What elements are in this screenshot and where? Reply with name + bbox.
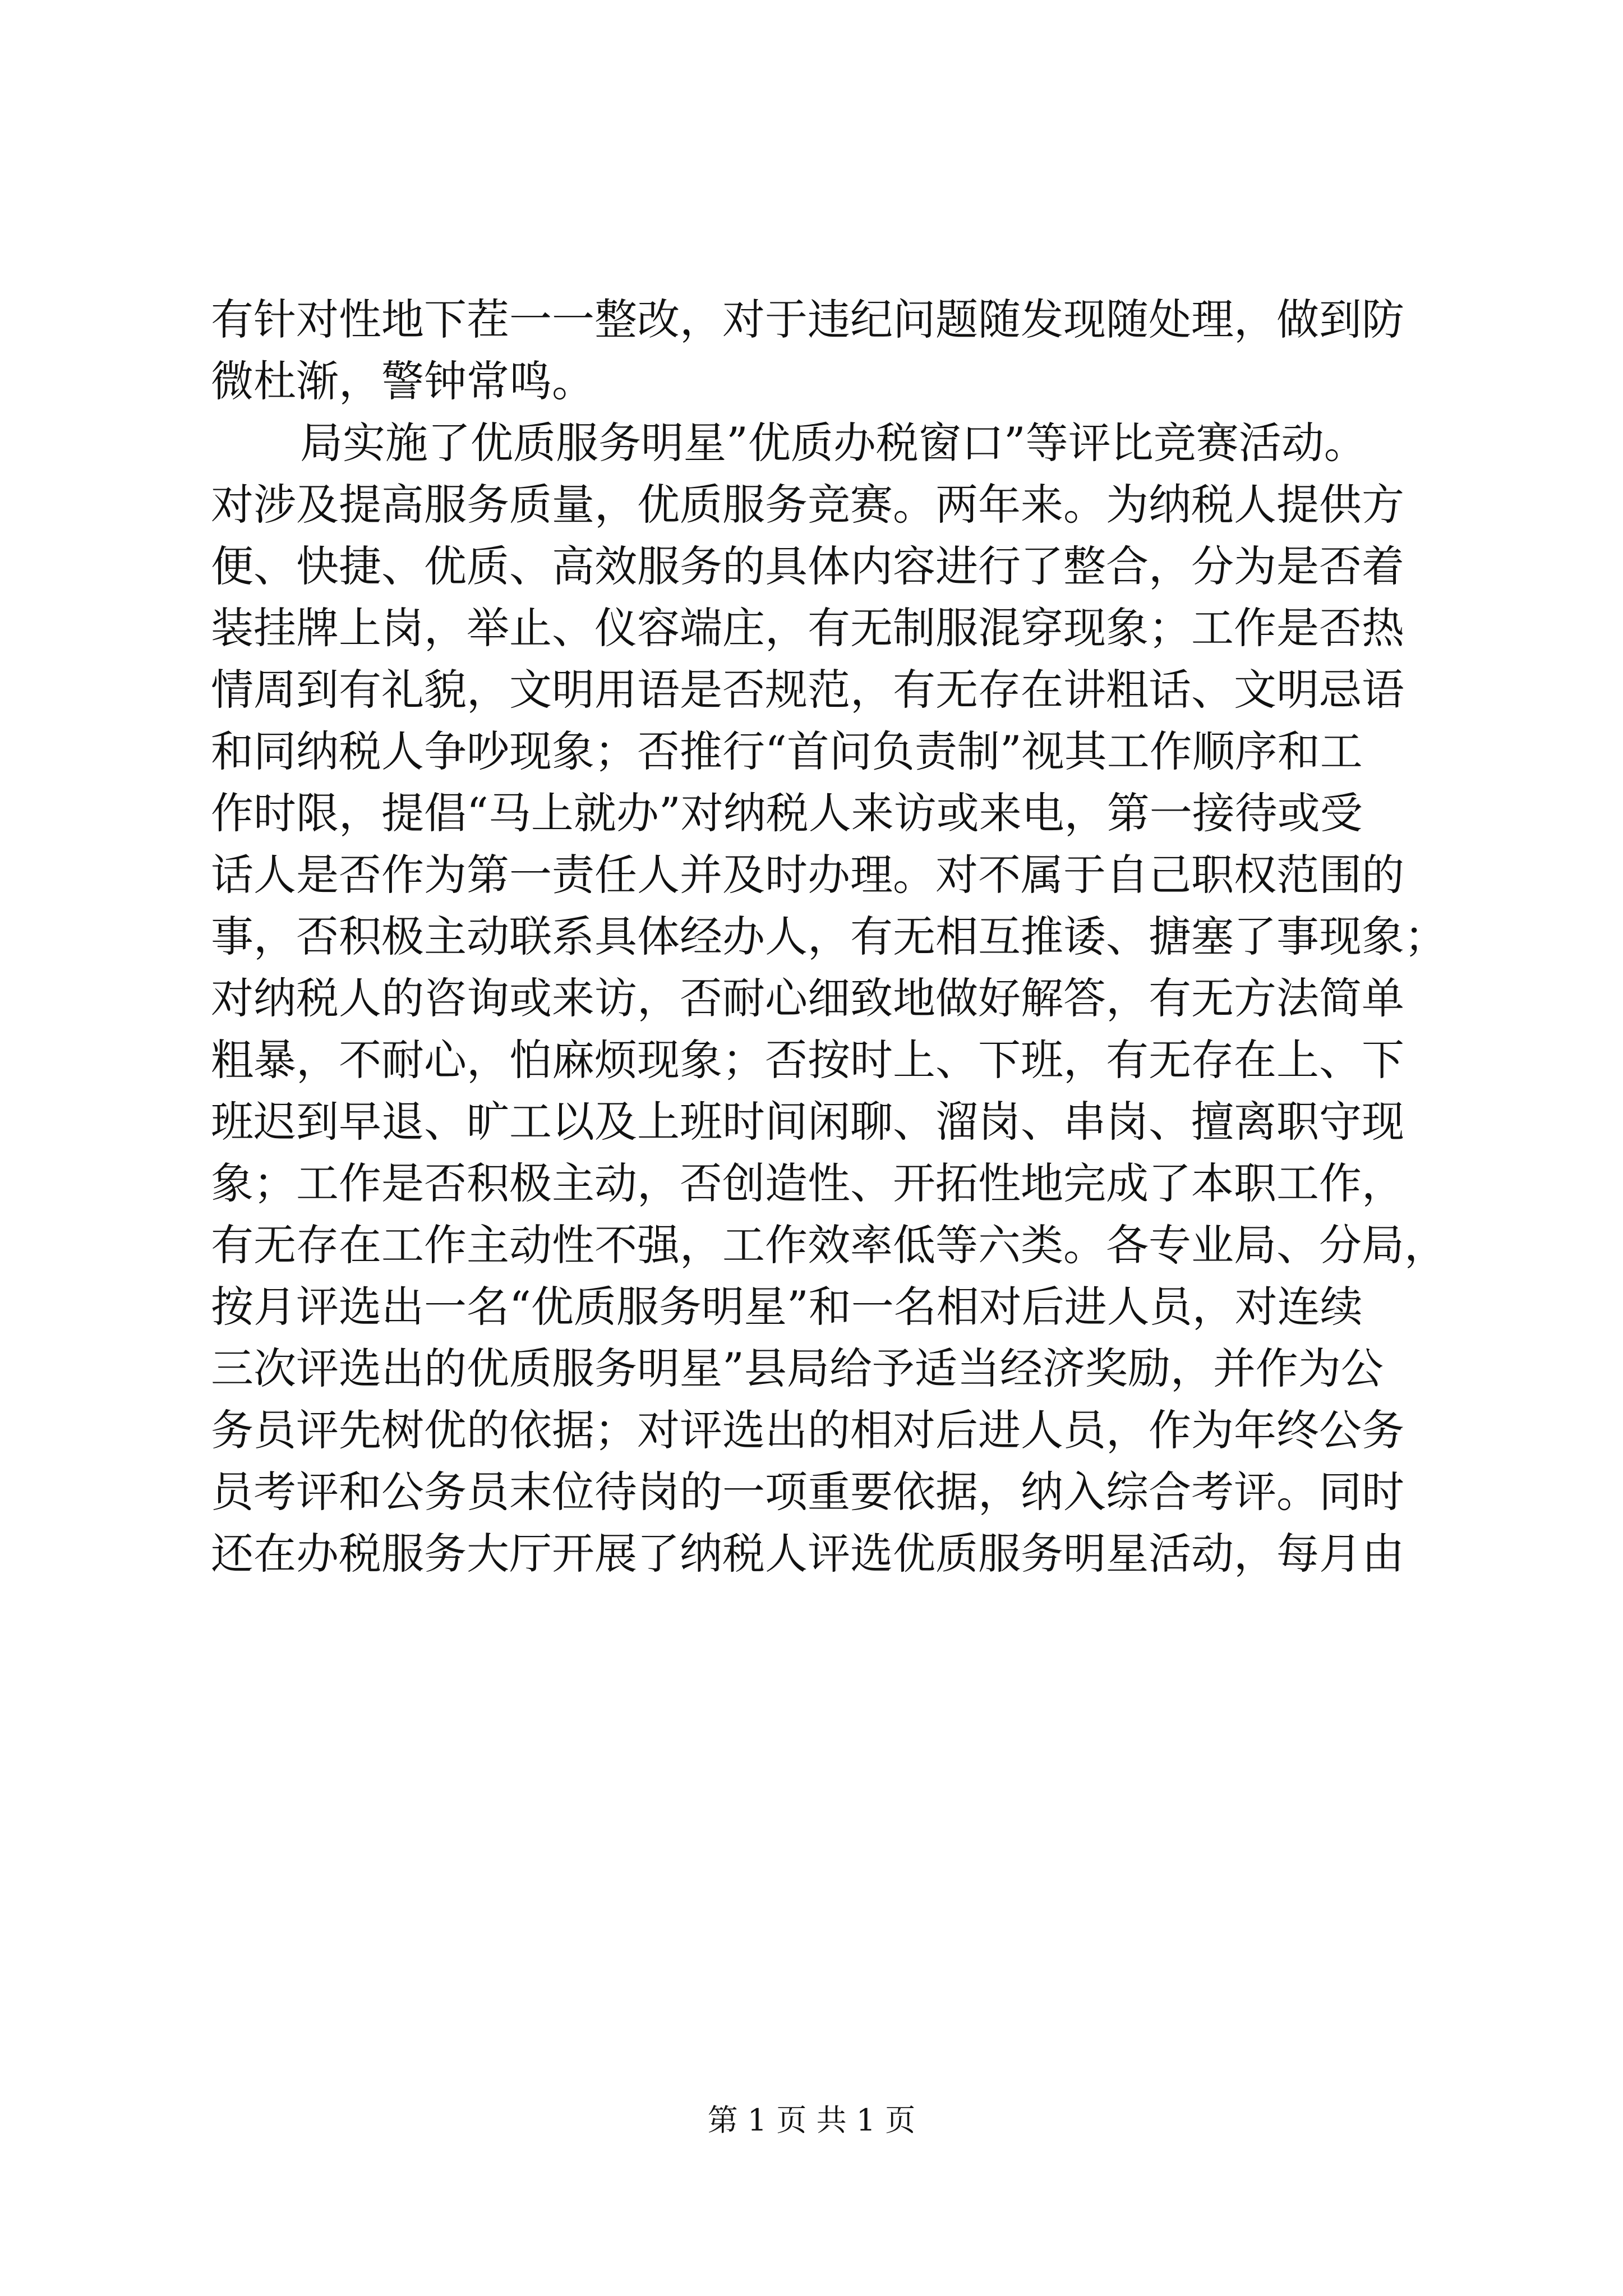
paragraph-line: 局实施了优质服务明星”优质办税窗口”等评比竞赛活动。 <box>300 418 1367 468</box>
paragraph-line: 务员评先树优的依据；对评选出的相对后进人员，作为年终公务 <box>211 1405 1404 1455</box>
paragraph-line: 班迟到早退、旷工以及上班时间闲聊、溜岗、串岗、擅离职守现 <box>211 1097 1404 1147</box>
paragraph-line: 对纳税人的咨询或来访，否耐心细致地做好解答，有无方法简单 <box>211 973 1404 1023</box>
paragraph-line: 话人是否作为第一责任人并及时办理。对不属于自己职权范围的 <box>211 850 1404 900</box>
paragraph-line: 三次评选出的优质服务明星”县局给予适当经济奖励，并作为公 <box>211 1343 1384 1393</box>
paragraph-line: 便、快捷、优质、高效服务的具体内容进行了整合，分为是否着 <box>211 541 1404 591</box>
paragraph-line: 装挂牌上岗，举止、仪容端庄，有无制服混穿现象；工作是否热 <box>211 603 1404 653</box>
paragraph-line: 员考评和公务员末位待岗的一项重要依据，纳入综合考评。同时 <box>211 1467 1404 1517</box>
paragraph-line: 还在办税服务大厅开展了纳税人评选优质服务明星活动，每月由 <box>211 1529 1404 1579</box>
paragraph-line: 象；工作是否积极主动，否创造性、开拓性地完成了本职工作， <box>211 1158 1404 1208</box>
paragraph-line: 微杜渐，警钟常鸣。 <box>211 356 594 406</box>
paragraph-line: 事，否积极主动联系具体经办人，有无相互推诿、搪塞了事现象； <box>211 912 1447 961</box>
paragraph-line: 有针对性地下茬一一整改，对于违纪问题随发现随处理，做到防 <box>211 295 1404 344</box>
paragraph-line: 对涉及提高服务质量，优质服务竞赛。两年来。为纳税人提供方 <box>211 480 1404 530</box>
paragraph-line: 情周到有礼貌，文明用语是否规范，有无存在讲粗话、文明忌语 <box>211 665 1404 715</box>
paragraph-line: 和同纳税人争吵现象；否推行“首问负责制”视其工作顺序和工 <box>211 726 1363 776</box>
paragraph-line: 按月评选出一名“优质服务明星”和一名相对后进人员，对连续 <box>211 1282 1363 1332</box>
paragraph-line: 有无存在工作主动性不强，工作效率低等六类。各专业局、分局， <box>211 1220 1447 1270</box>
page-footer: 第 1 页 共 1 页 <box>707 2102 916 2138</box>
paragraph-line: 粗暴，不耐心，怕麻烦现象；否按时上、下班，有无存在上、下 <box>211 1035 1404 1085</box>
paragraph-line: 作时限，提倡“马上就办”对纳税人来访或来电，第一接待或受 <box>211 788 1363 838</box>
